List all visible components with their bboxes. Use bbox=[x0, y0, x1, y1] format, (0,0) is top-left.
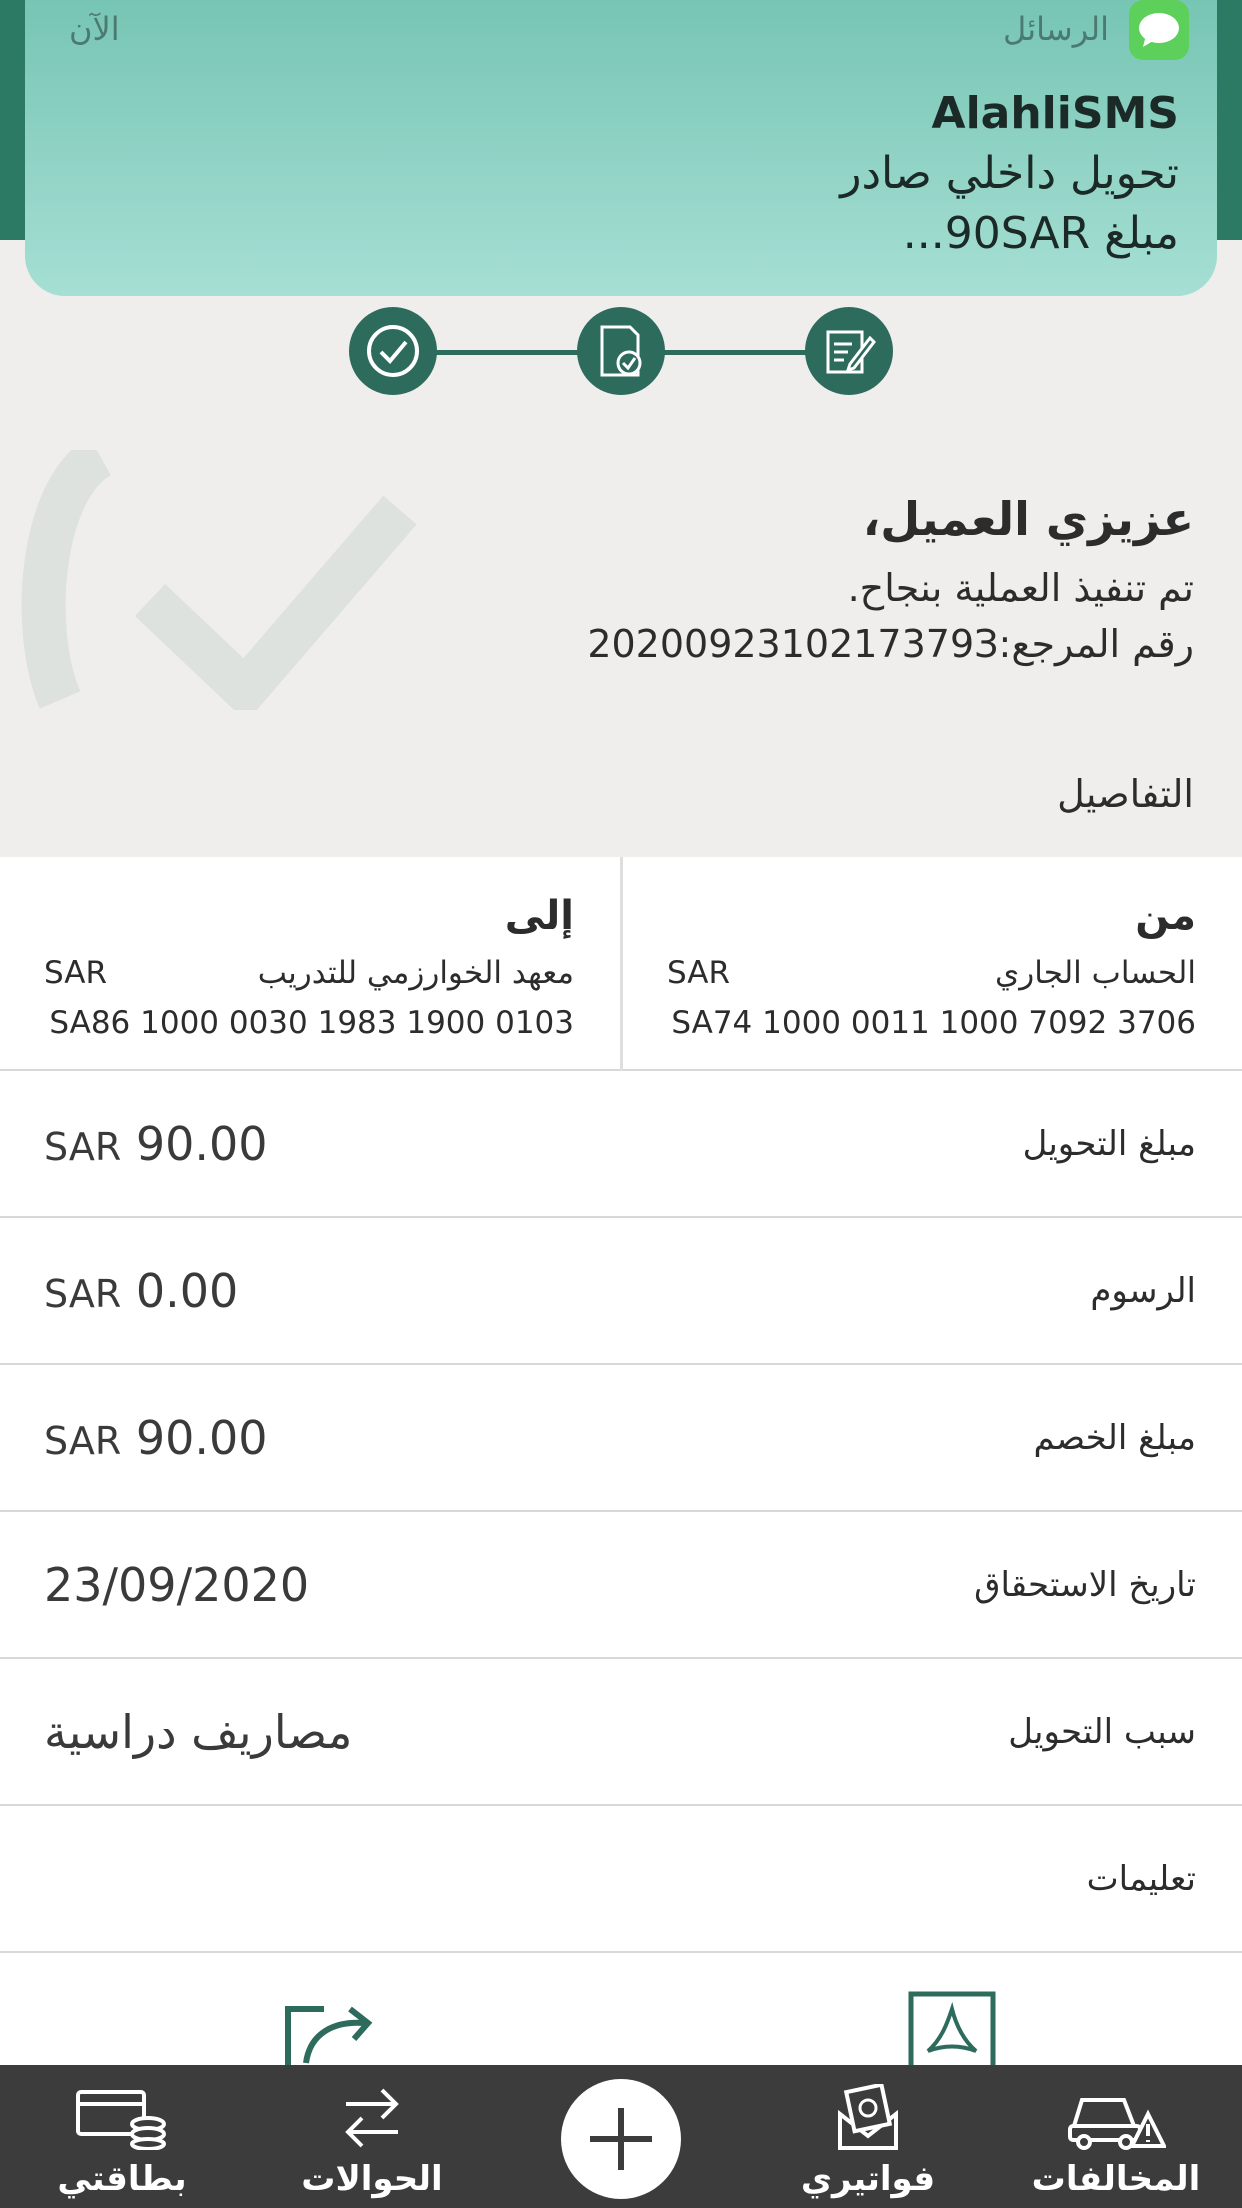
tab-cards-label: بطاقتي bbox=[57, 2159, 187, 2199]
edit-form-icon bbox=[805, 307, 893, 395]
cards-icon bbox=[74, 2081, 170, 2155]
notification-app-name: الرسائل bbox=[1003, 10, 1109, 48]
transfer-amount-row bbox=[0, 1071, 1242, 1218]
details-list bbox=[0, 1071, 1242, 1953]
document-check-icon bbox=[577, 307, 665, 395]
check-circle-icon bbox=[349, 307, 437, 395]
instructions-row bbox=[0, 1806, 1242, 1953]
notification-sender: AlahliSMS bbox=[931, 88, 1179, 139]
tab-bills-label: فواتيري bbox=[800, 2159, 936, 2199]
from-account-name: الحساب الجاري bbox=[995, 955, 1196, 991]
to-account-name: معهد الخوارزمي للتدريب bbox=[257, 955, 574, 991]
tab-violations[interactable] bbox=[1006, 2065, 1226, 2208]
reference-number: 2020092310217379З bbox=[587, 622, 999, 666]
to-heading: إلى bbox=[504, 893, 574, 939]
from-account-currency: SAR bbox=[667, 955, 730, 991]
to-account-currency: SAR bbox=[44, 955, 107, 991]
due-date-value: 23/09/2020 bbox=[44, 1557, 310, 1612]
success-message: تم تنفيذ العملية بنجاح. bbox=[847, 566, 1194, 610]
tab-bills[interactable] bbox=[758, 2065, 978, 2208]
tab-transfers[interactable] bbox=[262, 2065, 482, 2208]
to-account-iban: SA86 1000 0030 1983 1900 0103 bbox=[49, 1005, 574, 1041]
bills-icon bbox=[836, 2081, 900, 2155]
step-connector bbox=[429, 350, 589, 355]
tab-violations-label: المخالفات bbox=[1031, 2159, 1201, 2199]
notification-body-line2: مبلغ 90SAR... bbox=[902, 208, 1179, 259]
step-connector bbox=[655, 350, 815, 355]
tab-cards[interactable] bbox=[12, 2065, 232, 2208]
plus-icon bbox=[586, 2104, 656, 2174]
debit-amount-number: 90.00 bbox=[135, 1410, 268, 1465]
instructions-label: تعليمات bbox=[1086, 1858, 1196, 1899]
reference-row bbox=[587, 622, 1194, 666]
due-date-label: تاريخ الاستحقاق bbox=[974, 1564, 1196, 1605]
messages-app-icon bbox=[1129, 0, 1189, 60]
notification-time: الآن bbox=[69, 10, 120, 48]
actions-bar bbox=[0, 1955, 1242, 2065]
notification-body-line1: تحويل داخلي صادر bbox=[840, 148, 1179, 199]
debit-amount-currency: SAR bbox=[44, 1418, 122, 1463]
from-heading: من bbox=[1135, 893, 1196, 939]
fees-row bbox=[0, 1218, 1242, 1365]
fees-currency: SAR bbox=[44, 1271, 122, 1316]
fees-value bbox=[44, 1264, 238, 1318]
due-date-row bbox=[0, 1512, 1242, 1659]
add-button[interactable] bbox=[561, 2079, 681, 2199]
pdf-icon[interactable] bbox=[908, 1991, 996, 2065]
debit-amount-row bbox=[0, 1365, 1242, 1512]
transfer-amount-currency: SAR bbox=[44, 1124, 122, 1169]
from-account-iban: SA74 1000 0011 1000 7092 3706 bbox=[671, 1005, 1196, 1041]
progress-stepper bbox=[349, 307, 893, 397]
debit-amount-label: مبلغ الخصم bbox=[1033, 1417, 1196, 1458]
transfer-amount-label: مبلغ التحويل bbox=[1022, 1123, 1196, 1164]
bottom-tab-bar bbox=[0, 2065, 1242, 2208]
details-title: التفاصيل bbox=[1057, 772, 1194, 816]
greeting-text: عزيزي العميل، bbox=[862, 492, 1194, 546]
from-account bbox=[623, 857, 1242, 1071]
accounts-divider bbox=[620, 857, 623, 1071]
fees-number: 0.00 bbox=[135, 1263, 239, 1318]
fees-label: الرسوم bbox=[1090, 1270, 1196, 1311]
transfers-icon bbox=[342, 2081, 402, 2155]
transfer-reason-value: مصاريف دراسية bbox=[44, 1704, 353, 1759]
reference-label: رقم المرجع: bbox=[998, 622, 1194, 666]
sms-notification[interactable] bbox=[25, 0, 1217, 296]
transfer-reason-row bbox=[0, 1659, 1242, 1806]
accounts-panel bbox=[0, 857, 1242, 1071]
debit-amount-value bbox=[44, 1411, 268, 1465]
share-icon[interactable] bbox=[284, 2003, 380, 2065]
transfer-reason-label: سبب التحويل bbox=[1008, 1711, 1196, 1752]
transfer-amount-value bbox=[44, 1117, 268, 1171]
transfer-amount-number: 90.00 bbox=[135, 1116, 268, 1171]
tab-transfers-label: الحوالات bbox=[301, 2159, 443, 2199]
success-watermark-icon bbox=[0, 450, 420, 710]
to-account bbox=[0, 857, 620, 1071]
car-warning-icon bbox=[1066, 2081, 1166, 2155]
